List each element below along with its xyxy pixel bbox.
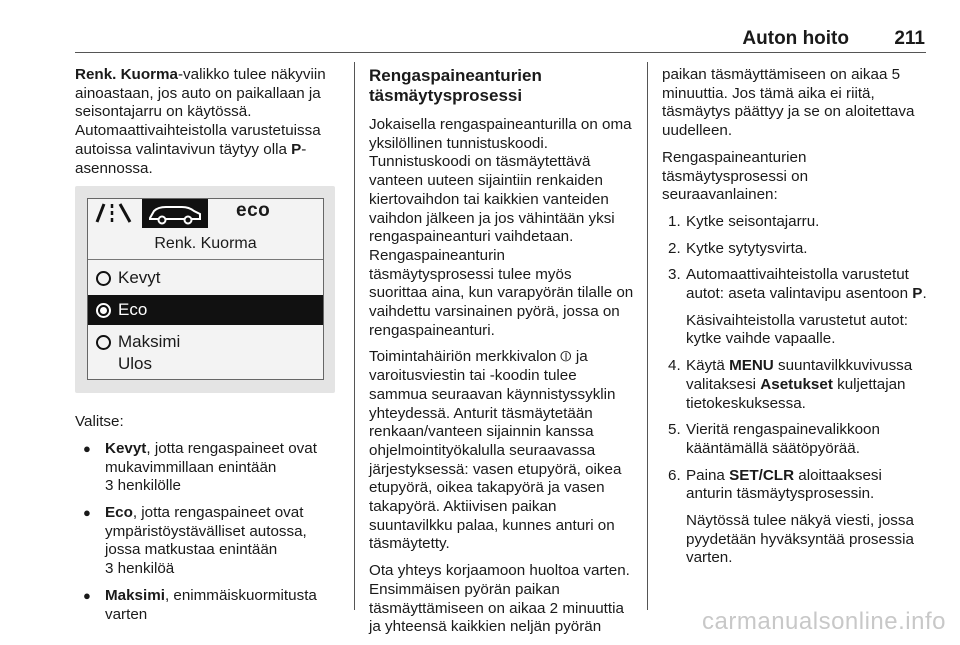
bullet-line: ympäristöystävälliset autossa,: [105, 522, 307, 540]
intro-paragraph: [75, 66, 347, 178]
display-tabs: [88, 199, 323, 228]
step-number: 5.: [668, 421, 681, 439]
radio-selected-icon: [96, 303, 111, 318]
bold-text: P: [912, 285, 923, 303]
display-title: Renk. Kuorma: [88, 228, 323, 260]
road-icon: [94, 202, 138, 224]
text: suuntavilkkuvivussa valitaksesi: [686, 357, 913, 393]
paragraph: Rengaspaineanturien täsmäytysprosessi on seuraavanlainen:: [662, 148, 809, 204]
list-item: [662, 240, 927, 259]
text: Automaattivaihteistolla varustetut autot: aseta valintavipu asentoon: [686, 266, 913, 303]
radio-icon: [96, 335, 111, 350]
vehicle-tab-selected: [142, 199, 208, 228]
paragraph: Ota yhteys korjaamoon huoltoa varten. Ensimmäisen pyörän paikan täsmäyttämiseen on aikaa 2 minuuttia ja yhteensä kaikkien neljän pyörän: [369, 562, 630, 636]
bullet-line: , enimmäiskuormitusta: [164, 586, 317, 604]
intro-text: -valikko tulee näkyviin ainoastaan, jos auto on paikallaan ja seisontajarru on käytössä. Automaattivaihteistolla varustetuissa autoissa valintavivun täytyy olla: [75, 66, 326, 158]
bullet-line: , jotta rengaspaineet ovat: [132, 504, 304, 522]
select-label: Valitse:: [75, 413, 124, 431]
step-subtext: Käsivaihteistolla varustetut autot: kytke vaihde vapaalle.: [686, 311, 909, 348]
paragraph: paikan täsmäyttämiseen on aikaa 5 minuuttia. Jos tämä aika ei riitä, täsmäytys päättyy ja se on aloitettava uudelleen.: [662, 66, 915, 140]
display-screen: [75, 186, 335, 393]
car-icon: [142, 199, 208, 228]
text: Paina: [686, 466, 730, 484]
option-eco: [88, 295, 323, 325]
gear-p: P: [291, 140, 302, 158]
list-item: [662, 266, 927, 349]
text: kuljettajan tietokeskuksessa.: [686, 375, 906, 412]
step-text: Kytke seisontajarru.: [686, 212, 820, 230]
text: Käytä: [686, 357, 730, 375]
text: Toimintahäiriön merkkivalon: [369, 348, 561, 366]
step-number: 6.: [668, 466, 681, 484]
column-3: [662, 66, 927, 576]
column-divider-2: [647, 62, 648, 610]
list-item: [662, 357, 927, 413]
text: aloittaaksesi anturin täsmäytysprosessin.: [686, 466, 882, 503]
bullet-line: mukavimmillaan enintään: [105, 458, 277, 476]
list-item: [75, 587, 347, 624]
steps-list: [662, 213, 927, 568]
option-label: Maksimi: [118, 332, 181, 352]
step-text: Kytke sytytysvirta.: [686, 239, 808, 257]
option-ulos: [88, 349, 323, 379]
option-kevyt: [88, 263, 323, 293]
bullet-line: jossa matkustaa enintään: [105, 541, 278, 559]
tpms-warning-icon: ⦶: [560, 348, 572, 366]
step-number: 3.: [668, 266, 681, 284]
bold-text: Asetukset: [760, 375, 833, 393]
bullet-term: Kevyt: [105, 439, 147, 457]
section-heading: [369, 66, 634, 106]
display-panel: [87, 198, 324, 380]
text: ja varoitusviestin tai -koodin tulee sammua seuraavan käynnistyssyklin yhteydessä. Anturit täsmäytetään renkaan/vanteen sijainnin kanssa ohjelmointityökalulla seuraavassa järjestyksessä: vasen etupyörä, oikea etupyörä, oikea takapyörä ja vasen takapyörä. Aktiivisen paikan suuntavilkku palaa, kunnes anturi on täsmäytetty.: [369, 348, 622, 553]
option-label: Eco: [118, 300, 148, 320]
eco-tab: eco: [236, 200, 271, 222]
bullet-line: 3 henkilölle: [105, 477, 181, 495]
bullet-line: varten: [105, 605, 148, 623]
text: .: [922, 285, 927, 303]
watermark: carmanualsonline.info: [702, 608, 946, 635]
bullet-term: Eco: [105, 504, 133, 522]
column-divider-1: [354, 62, 355, 610]
bullet-term: Maksimi: [105, 586, 165, 604]
step-text: [686, 467, 927, 504]
back-label: Ulos: [118, 354, 153, 374]
column-1: [75, 66, 347, 632]
step-number: 4.: [668, 357, 681, 375]
menu-name: Renk. Kuorma: [75, 66, 178, 83]
page-number: 211: [894, 28, 925, 49]
bullet-list: [75, 440, 347, 624]
bullet-line: , jotta rengaspaineet ovat: [146, 439, 317, 457]
list-item: [662, 213, 927, 232]
section-title: Auton hoito: [742, 28, 849, 49]
list-item: [75, 504, 347, 579]
bold-text: SET/CLR: [729, 466, 795, 484]
heading-line: täsmäytysprosessi: [369, 86, 523, 105]
step-number: 1.: [668, 212, 681, 230]
step-number: 2.: [668, 239, 681, 257]
list-item: [75, 440, 347, 496]
paragraph: [369, 348, 634, 554]
step-text: [686, 266, 927, 303]
option-label: Kevyt: [118, 268, 161, 288]
step-text: Vieritä rengaspainevalikkoon kääntämällä säätöpyörää.: [686, 421, 880, 457]
page-header: [75, 22, 925, 52]
list-item: [662, 467, 927, 569]
bold-text: MENU: [729, 357, 774, 375]
column-2: [369, 66, 634, 645]
radio-icon: [96, 271, 111, 286]
list-item: [662, 421, 927, 458]
heading-line: Rengaspaineanturien: [369, 66, 542, 85]
intro-end: -asennossa.: [75, 140, 307, 177]
header-rule: [75, 52, 926, 53]
bullet-line: 3 henkilöä: [105, 560, 175, 578]
step-subtext: Näytössä tulee näkyä viesti, jossa pyydetään hyväksyntää prosessia varten.: [686, 512, 914, 567]
paragraph: Jokaisella rengaspaineanturilla on oma yksilöllinen tunnistuskoodi. Tunnistuskoodi on täsmäytettävä vanteen uuteen sijaintiin renkaiden kiertovaihdon tai kaikkien vanteiden vaihdon jälkeen ja jos vähintään yksi rengaspaineanturi vaihdetaan. Rengaspaineanturin täsmäytysprosessi tulee myös suorittaa aina, kun varapyörän tilalle on vaihdettu varsinainen pyörä, jossa on rengaspaineanturi.: [369, 116, 634, 339]
